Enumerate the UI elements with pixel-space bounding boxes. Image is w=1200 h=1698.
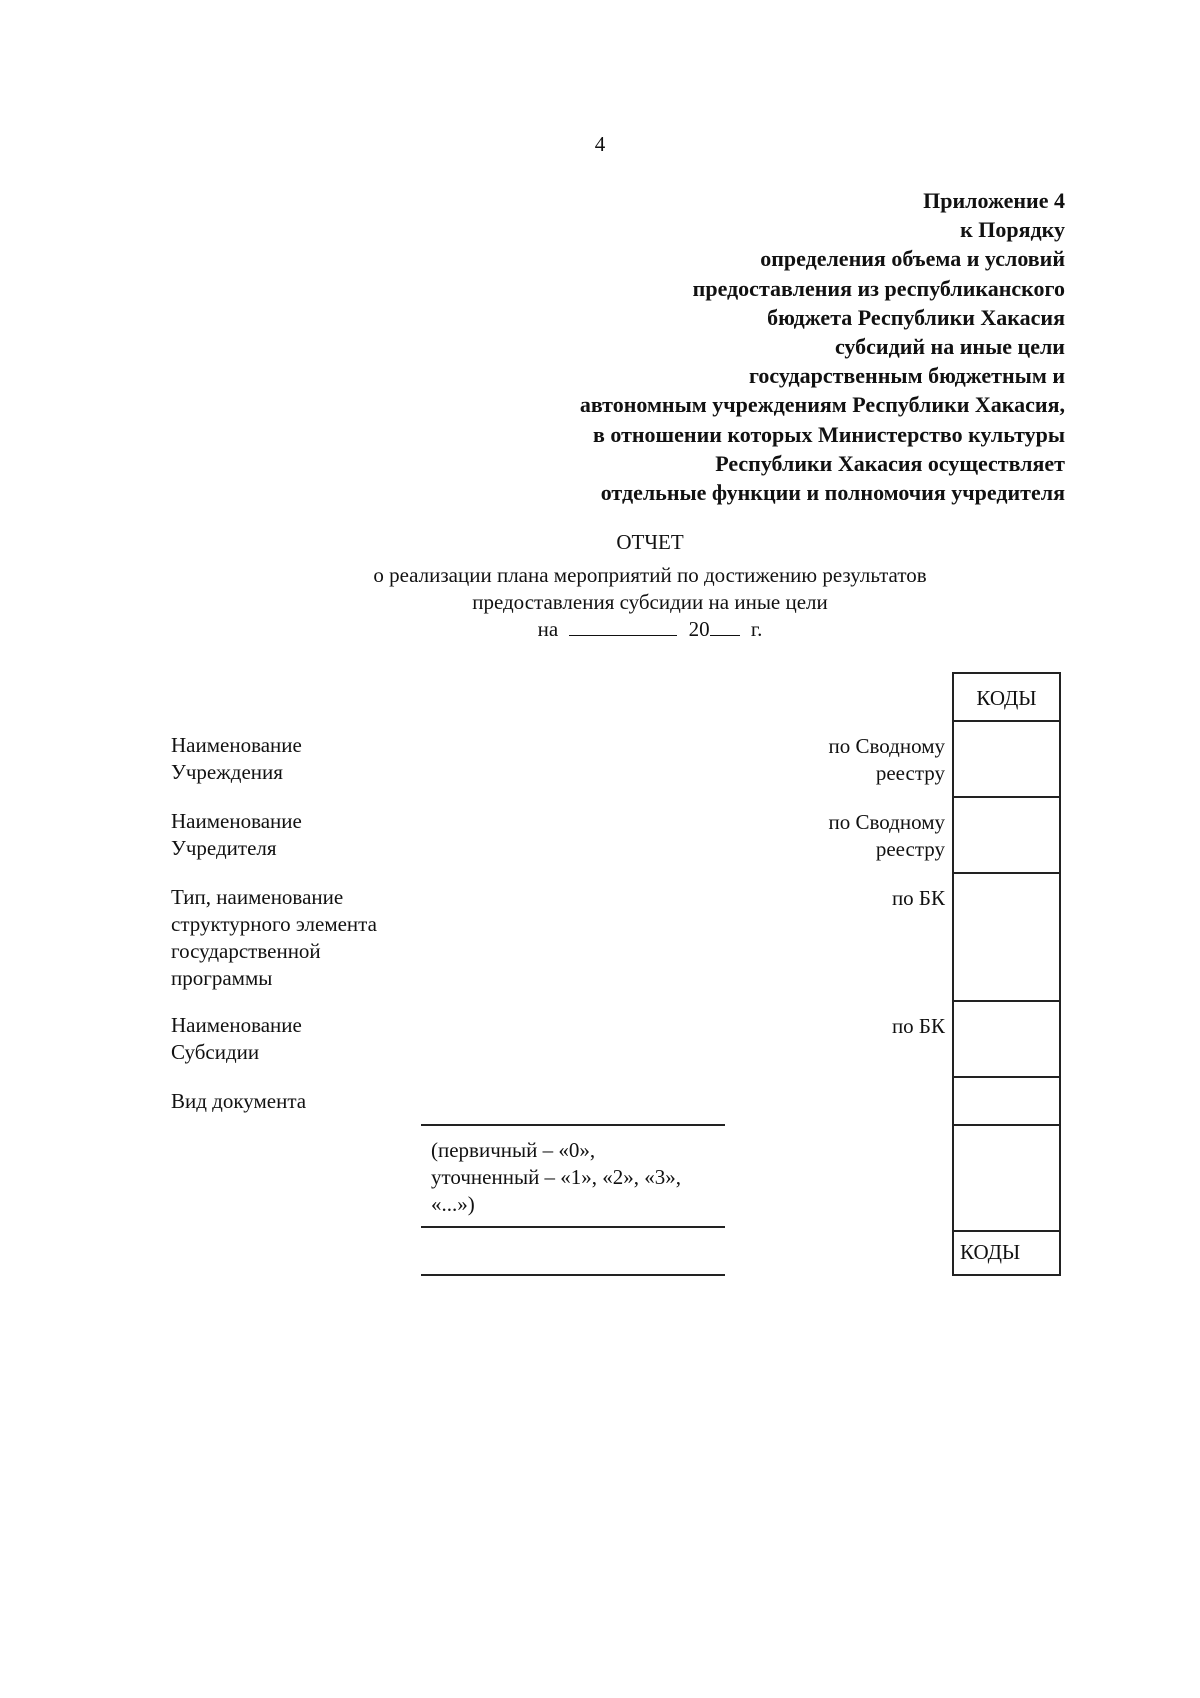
report-subtitle	[0, 562, 1200, 616]
report-date-line	[0, 617, 1200, 642]
report-title: ОТЧЕТ	[616, 530, 684, 554]
label-line: Тип, наименование	[171, 885, 344, 909]
label-line: структурного элемента	[171, 912, 377, 936]
note-line: (первичный – «0»,	[431, 1138, 596, 1162]
signature-blank[interactable]	[421, 1274, 725, 1276]
note-line: «...»)	[431, 1192, 475, 1216]
codes-table	[952, 672, 1061, 1276]
date-year: 20	[688, 617, 710, 641]
year-blank[interactable]	[710, 617, 740, 636]
institution-register	[829, 733, 945, 787]
codes-footer: КОДЫ	[960, 1240, 1021, 1264]
date-prefix: на	[537, 617, 559, 641]
appendix-line: в отношении которых Министерство культуры	[592, 421, 1065, 447]
founder-label	[171, 808, 302, 862]
label-line: Субсидии	[171, 1040, 260, 1064]
doc-type-note	[431, 1137, 681, 1218]
date-suffix: г.	[750, 617, 763, 641]
codes-divider	[954, 796, 1059, 798]
codes-divider	[954, 1076, 1059, 1078]
label-line: Наименование	[171, 1013, 302, 1037]
appendix-line: государственным бюджетным и	[748, 363, 1065, 389]
note-line: уточненный – «1», «2», «3»,	[431, 1165, 682, 1189]
label-line: программы	[171, 966, 273, 990]
doc-type-label: Вид документа	[171, 1089, 307, 1113]
appendix-line: к Порядку	[960, 217, 1065, 243]
subsidy-label	[171, 1012, 302, 1066]
appendix-line: бюджета Республики Хакасия	[767, 304, 1065, 330]
appendix-line: определения объема и условий	[760, 246, 1065, 272]
codes-divider	[954, 720, 1059, 722]
appendix-line: субсидий на иные цели	[834, 334, 1065, 360]
structural-element-label	[171, 884, 377, 992]
date-blank[interactable]	[569, 617, 677, 636]
appendix-line: Республики Хакасия осуществляет	[715, 450, 1065, 476]
report-subtitle-line: предоставления субсидии на иные цели	[472, 590, 828, 614]
appendix-line: отдельные функции и полномочия учредителя	[600, 480, 1065, 506]
codes-divider	[954, 1230, 1059, 1232]
label-line: государственной	[171, 939, 321, 963]
label-line: Учредителя	[171, 836, 277, 860]
doc-type-blank[interactable]	[421, 1124, 725, 1126]
label-line: Учреждения	[171, 760, 283, 784]
codes-divider	[954, 872, 1059, 874]
codes-divider	[954, 1124, 1059, 1126]
register-line: реестру	[875, 837, 945, 861]
subsidy-register: по БК	[891, 1014, 945, 1038]
note-underline	[421, 1226, 725, 1228]
structural-element-register: по БК	[891, 886, 945, 910]
register-line: по Сводному	[828, 734, 945, 758]
appendix-header	[580, 186, 1065, 507]
label-line: Наименование	[171, 809, 302, 833]
appendix-line: Приложение 4	[923, 188, 1065, 213]
register-line: реестру	[875, 761, 945, 785]
appendix-line: автономным учреждениям Республики Хакасия,	[579, 392, 1065, 418]
label-line: Наименование	[171, 733, 302, 757]
codes-divider	[954, 1000, 1059, 1002]
page-number: 4	[594, 132, 606, 156]
report-subtitle-line: о реализации плана мероприятий по достижению результатов	[373, 563, 927, 587]
register-line: по Сводному	[828, 810, 945, 834]
institution-label	[171, 732, 302, 786]
founder-register	[829, 809, 945, 863]
codes-header: КОДЫ	[976, 686, 1037, 710]
appendix-line: предоставления из республиканского	[692, 275, 1065, 301]
